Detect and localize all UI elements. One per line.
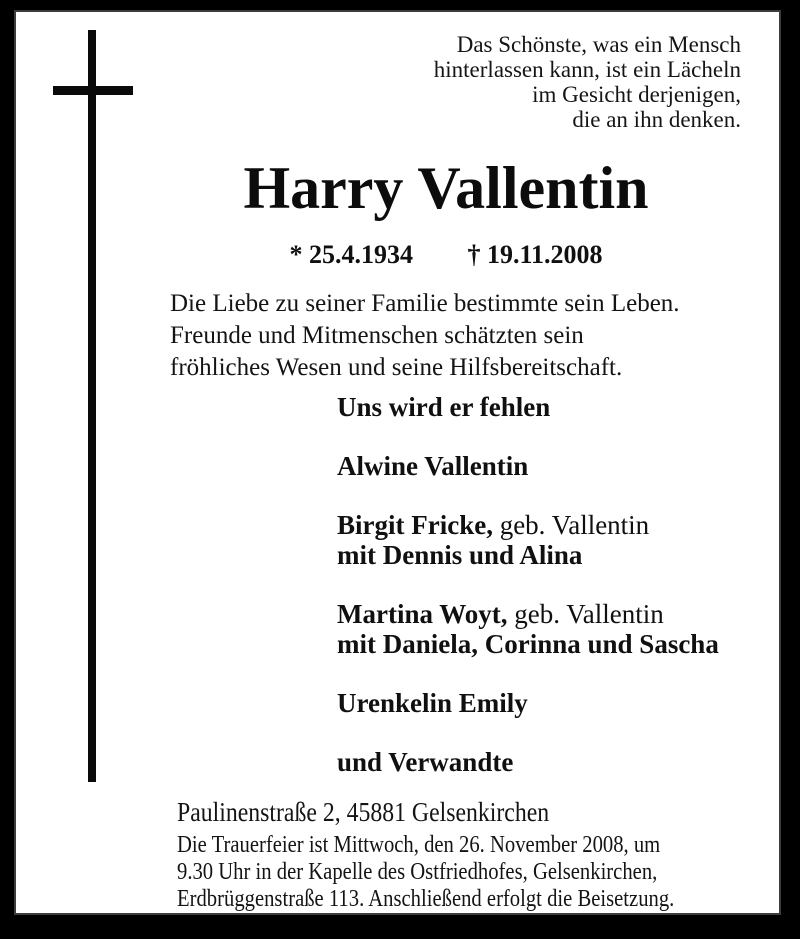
cross-vertical-bar [88, 30, 96, 782]
tribute-line: fröhliches Wesen und seine Hilfsbereitschaft. [170, 354, 623, 381]
mourners-list [337, 392, 719, 777]
mourner-line: mit Daniela, Corinna und Sascha [337, 629, 719, 659]
mourner-line: Birgit Fricke, geb. Vallentin [337, 510, 650, 540]
death-date: † 19.11.2008 [467, 240, 603, 269]
funeral-line: Erdbrüggenstraße 113. Anschließend erfolgt die Beisetzung. [177, 886, 675, 912]
life-dates [106, 240, 786, 270]
funeral-line: Die Trauerfeier ist Mittwoch, den 26. November 2008, um [177, 832, 661, 858]
funeral-details [177, 832, 674, 913]
birth-date: * 25.4.1934 [289, 240, 413, 269]
home-address: Paulinenstraße 2, 45881 Gelsenkirchen [177, 797, 550, 827]
deceased-name: Harry Vallentin [243, 155, 649, 221]
mourner-line: mit Dennis und Alina [337, 540, 583, 570]
mourner-line: Martina Woyt, geb. Vallentin [337, 599, 664, 629]
quote-line: hinterlassen kann, ist ein Lächeln [433, 57, 741, 82]
memorial-quote [434, 32, 741, 132]
quote-line: Das Schönste, was ein Mensch [456, 32, 741, 57]
tribute-line: Die Liebe zu seiner Familie bestimmte sein Leben. [170, 290, 680, 317]
mourner-line: Urenkelin Emily [337, 688, 528, 718]
obituary-notice [14, 10, 781, 915]
quote-line: im Gesicht derjenigen, [532, 82, 741, 107]
cross-horizontal-bar [53, 86, 133, 95]
mourner-line: Alwine Vallentin [337, 451, 529, 481]
tribute-line: Freunde und Mitmenschen schätzten sein [170, 322, 584, 349]
funeral-line: 9.30 Uhr in der Kapelle des Ostfriedhofes, Gelsenkirchen, [177, 859, 658, 885]
mourner-line: Uns wird er fehlen [337, 392, 551, 422]
quote-line: die an ihn denken. [572, 107, 741, 132]
mourner-line: und Verwandte [337, 747, 514, 777]
tribute-text [170, 288, 680, 384]
